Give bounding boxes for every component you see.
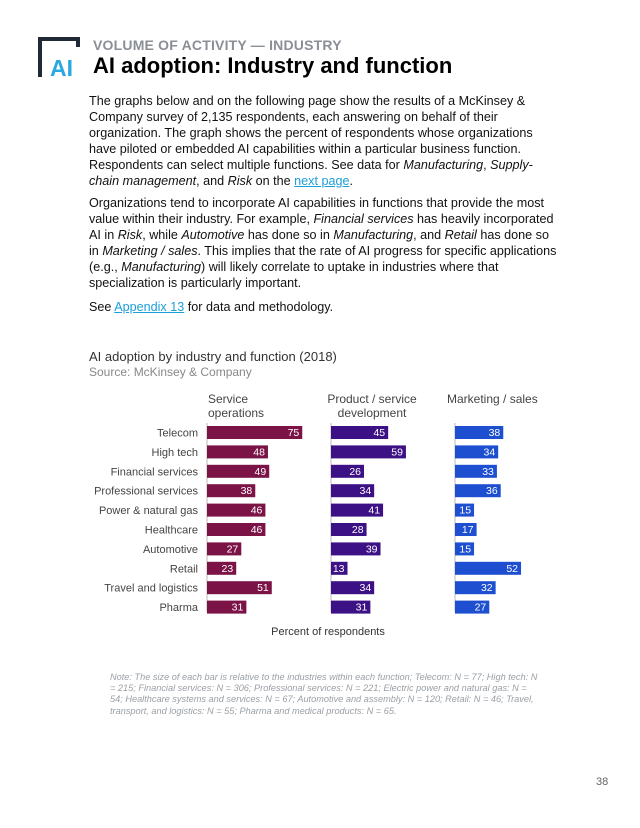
bar-value-label-s0-4: 46: [250, 504, 263, 517]
bar-value-label-s2-8: 32: [480, 582, 493, 595]
bar-chart: [0, 380, 640, 620]
bar-value-label-s1-5: 28: [351, 524, 364, 536]
bar-value-label-s0-2: 49: [254, 465, 267, 478]
bar-value-label-s0-5: 46: [250, 524, 263, 536]
column-header-marketing-sales: Marketing / sales: [447, 392, 538, 406]
bar-value-label-s1-3: 34: [359, 485, 372, 498]
category-label-professional-services: Professional services: [94, 485, 198, 498]
appendix-paragraph: See Appendix 13 for data and methodology.: [89, 300, 334, 314]
bar-value-label-s1-0: 45: [373, 427, 386, 439]
bar-value-label-s2-1: 34: [483, 446, 496, 459]
category-label-power-natural-gas: Power & natural gas: [98, 505, 198, 518]
page-number: 38: [596, 776, 609, 788]
ai-index-logo-icon: [38, 37, 84, 79]
bar-value-label-s2-2: 33: [482, 465, 494, 478]
bar-value-label-s0-3: 38: [240, 485, 253, 498]
column-header-service-operations: Service operations: [208, 392, 265, 420]
bar-value-label-s1-8: 34: [359, 582, 372, 595]
bar-value-label-s0-7: 23: [221, 562, 234, 575]
bar-value-label-s2-0: 38: [488, 427, 501, 439]
appendix-link[interactable]: Appendix 13: [114, 300, 185, 314]
bar-value-label-s0-0: 75: [287, 427, 300, 439]
bar-value-label-s1-2: 26: [349, 465, 362, 478]
column-header-product-development: Product / service development: [327, 392, 417, 420]
bar-value-label-s2-9: 27: [474, 601, 487, 614]
category-label-automotive: Automotive: [142, 543, 198, 556]
category-label-financial-services: Financial services: [110, 466, 198, 479]
category-label-healthcare: Healthcare: [144, 524, 198, 537]
chart-source: Source: McKinsey & Company: [89, 365, 252, 379]
page-title: AI adoption: Industry and function: [93, 53, 453, 78]
bar-value-label-s2-3: 36: [486, 485, 498, 498]
analysis-paragraph: Organizations tend to incorporate AI capabilities in functions that provide the most value within their industry. For example, Financial services has heavily incorporated AI in Risk, while Automotive has done so in Manufacturing, and Retail has done so in Marketing / sales. This implies that the rate of AI progress for specific applications (e.g., Manufacturing) will likely correlate to uptake in industries where that specialization is particularly important.: [89, 196, 557, 290]
bar-value-label-s0-1: 48: [253, 446, 265, 459]
bar-value-label-s2-7: 52: [506, 562, 519, 575]
bar-value-label-s1-4: 41: [368, 504, 381, 517]
category-label-telecom: Telecom: [157, 427, 198, 440]
bar-value-label-s0-6: 27: [226, 543, 239, 556]
bar-value-label-s1-9: 31: [355, 601, 368, 614]
category-label-high-tech: High tech: [151, 446, 198, 459]
bar-value-label-s2-6: 15: [459, 543, 472, 556]
chart-note: Note: The size of each bar is relative to the industries within each function; Telecom: N = 77; High tech: N = 215; Financial services: N = 306; Professional services: N = 221; Electric power and natural gas: N = 54; Healthcare systems and services: N = 67; Automotive and assembly: N = 120; Retail: N = 46; Travel, transport, and logistics: N = 55; Pharma and medical products: N = 65.: [110, 672, 538, 716]
next-page-link[interactable]: next page: [294, 174, 350, 188]
bar-value-label-s1-1: 59: [391, 446, 403, 459]
section-kicker: VOLUME OF ACTIVITY — INDUSTRY: [93, 37, 342, 53]
bar-value-label-s2-4: 15: [459, 504, 472, 517]
category-label-retail: Retail: [169, 563, 198, 576]
bar-value-label-s0-8: 51: [257, 582, 269, 595]
category-label-pharma: Pharma: [159, 602, 198, 615]
logo-text: AI: [50, 55, 73, 79]
bar-value-label-s0-9: 31: [231, 601, 244, 614]
bar-value-label-s1-7: 13: [332, 562, 345, 575]
bar-value-label-s2-5: 17: [461, 524, 474, 536]
intro-paragraph: The graphs below and on the following page show the results of a McKinsey & Company survey of 2,135 respondents, each answering on behalf of their organization. The graph shows the percent of respondents whose organizations have piloted or embedded AI capabilities within a particular business function. Respondents can select multiple functions. See data for Manufacturing, Supply-chain management, and Risk on the next page.: [89, 94, 533, 188]
category-label-travel-and-logistics: Travel and logistics: [104, 582, 198, 595]
chart-title: AI adoption by industry and function (2018): [89, 349, 337, 364]
bar-value-label-s1-6: 39: [365, 543, 378, 556]
x-axis-label: Percent of respondents: [271, 626, 385, 638]
